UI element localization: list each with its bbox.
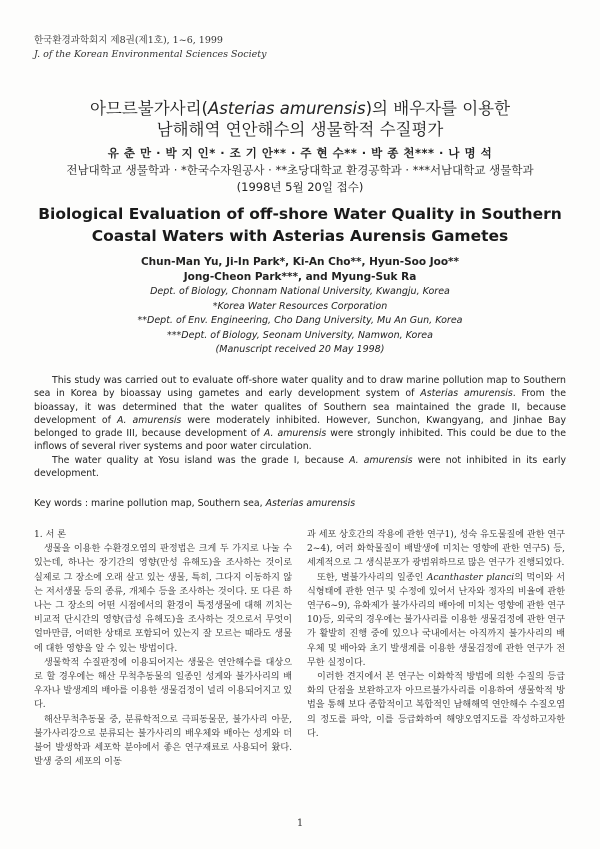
received-date-korean: (1998년 5월 20일 접수) — [236, 180, 364, 194]
keywords — [34, 497, 566, 510]
title-english-line1: Biological Evaluation of off-shore Water Quality in Southern — [38, 205, 562, 223]
author-names-english-line2: Jong-Cheon Park***, and Myung-Suk Ra — [183, 271, 417, 283]
manuscript-received: (Manuscript received 20 May 1998) — [215, 344, 385, 355]
section-title-introduction: 1. 서 론 — [34, 530, 67, 540]
title-english-line2: Coastal Waters with Asterias Aurensis Gametes — [91, 227, 509, 245]
abstract-paragraph-2: The water quality at Yosu island was the grade I, because A. amurensis were not inhibited in its early development. — [34, 454, 566, 480]
body-paragraph: 과 세포 상호간의 작용에 관한 연구1), 성숙 유도물질에 관한 연구2~4), 여러 화학물질이 배발생에 미치는 영향에 관한 연구5) 등, 세계적으로 그 생식분포가 광범위하므로 많은 연구가 진행되었다. — [307, 530, 565, 569]
body-paragraph: 또한, 별불가사리의 일종인 Acanthaster planci의 먹이와 서식형태에 관한 연구 및 수정에 있어서 난자와 정자의 비율에 관한 연구6~9), 유화제가 불가사리의 배아에 미치는 영향에 관한 연구10)등, 외국의 경우에는 불가사리를 이용한 생물검정에 관한 연구가 활발히 진행 중에 있으나 국내에서는 아직까지 불가사리의 배우체 및 배아와 초기 발생계를 이용한 생물검정에 관한 연구가 전무한 실정이다. — [307, 572, 565, 668]
title-species-name: Asterias amurensis — [207, 99, 366, 118]
journal-name-en: J. of the Korean Environmental Sciences Society — [34, 49, 267, 60]
body-paragraph: 생물학적 수질판정에 이용되어지는 생물은 연안해수를 대상으로 할 경우에는 해산 무척추동물의 일종인 성게와 불가사리의 배우자나 발생계의 배아를 이용한 생물검정이 널리 이용되어지고 있다. — [34, 657, 292, 711]
abstract — [34, 374, 566, 480]
affiliation-2: *Korea Water Resources Corporation — [212, 300, 388, 312]
authors-english — [40, 255, 560, 358]
author-names-english-line1: Chun-Man Yu, Ji-In Park*, Ki-An Cho**, Hyun-Soo Joo** — [140, 256, 460, 268]
body-paragraph: 생물을 이용한 수환경오염의 판정법은 크게 두 가지로 나눌 수 있는데, 하나는 장기간의 영향(만성 유해도)을 조사하는 것이로 실제로 그 장소에 오래 살고 있는 생물, 특히, 그다지 이동하지 않는 저서생물 등의 종류, 개체수 등을 조사하는 것이다. 또 다른 하나는 그 장소의 어떤 시점에서의 환경이 특정생물에 대해 끼치는 비교적 단시간의 영향(급성 유해도)을 조사하는 것으로서 무엇이 얼마만큼, 어떠한 상태로 포함되어 있는지 잘 모르는 때라도 생물에 대한 영향을 알 수 있는 방법이다. — [34, 544, 292, 654]
abstract-paragraph-1: This study was carried out to evaluate off-shore water quality and to draw marine pollution map to Southern sea in Korea by bioassay using gametes and early development system of Asterias amurensis. From the bioassay, it was determined that the water qualites of Southern sea maintained the grade II, because development of A. amurensis were moderately inhibited. However, Sunchon, Kwangyang, and Jinhae Bay belonged to grade III, because development of A. amurensis were strongly inhibited. This could be due to the inflows of several river systems and poor water circulation. — [34, 375, 567, 453]
keywords-text: marine pollution map, Southern sea, — [91, 498, 266, 509]
body-column-left — [34, 528, 292, 769]
affiliation-1: Dept. of Biology, Chonnam National University, Kwangju, Korea — [150, 286, 450, 297]
title-korean — [40, 98, 560, 140]
authors-korean — [40, 145, 560, 196]
body-paragraph: 해산무척추동물 중, 분류학적으로 극피동물문, 불가사리 아문, 불가사리강으로 분류되는 불가사리의 배우체와 배아는 성게와 더불어 발생학과 세포학 분야에서 좋은 연구재료로 사용되어 왔다. 발생 중의 세포의 이동 — [34, 714, 292, 768]
affiliations-korean: 전남대학교 생물학과 · *한국수자원공사 · **초당대학교 환경공학과 · ***서남대학교 생물학과 — [66, 163, 534, 177]
body-column-right — [307, 528, 565, 741]
journal-citation-ko: 한국환경과학회지 제8권(제1호), 1~6, 1999 — [34, 35, 223, 46]
affiliation-4: ***Dept. of Biology, Seonam University, Namwon, Korea — [167, 329, 433, 341]
keywords-label: Key words : — [34, 498, 92, 509]
affiliation-3: **Dept. of Env. Engineering, Cho Dang University, Mu An Gun, Korea — [137, 315, 463, 326]
keywords-species: Asterias amurensis — [265, 498, 356, 509]
title-korean-line1: 아므르불가사리(Asterias amurensis)의 배우자를 이용한 — [89, 99, 511, 118]
body-paragraph: 이러한 견지에서 본 연구는 이화학적 방법에 의한 수질의 등급화의 단점을 보완하고자 아므르불가사리를 이용하여 생물학적 방법을 통해 보다 종합적이고 복합적인 남해해역 연안해수 수질오염의 정도를 파악, 이를 등급화하여 해양오염지도를 작성하고자한다. — [307, 672, 565, 739]
journal-header — [34, 34, 266, 62]
title-english — [30, 203, 570, 247]
title-korean-line2: 남해해역 연안해수의 생물학적 수질평가 — [156, 120, 444, 139]
author-names-korean: 유 춘 만 · 박 지 인* · 조 기 안** · 주 현 수** · 박 종 천*** · 나 명 석 — [107, 146, 493, 160]
page-number: 1 — [296, 818, 304, 829]
